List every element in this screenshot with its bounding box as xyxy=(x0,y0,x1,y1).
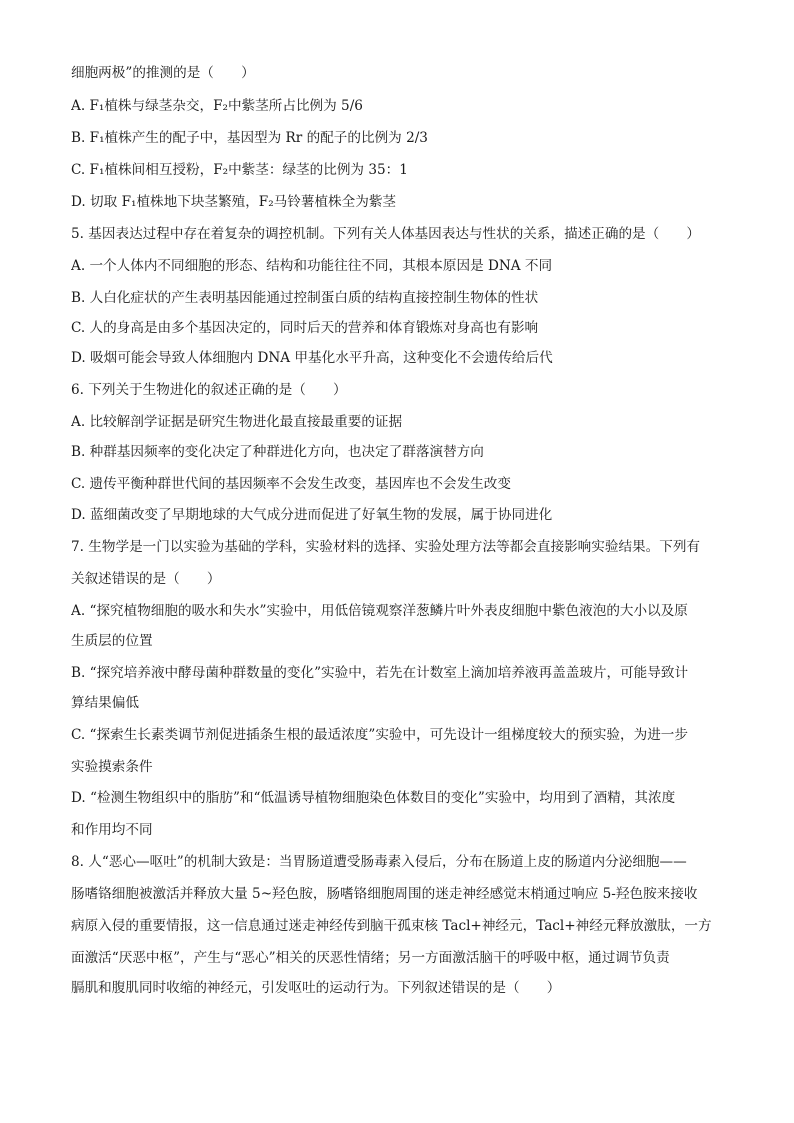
q7-option-d-line-2: 和作用均不同 xyxy=(71,822,153,838)
q7-option-c-line-1: C. “探索生长素类调节剂促进插条生根的最适浓度”实验中，可先设计一组梯度较大的预实验，为进一步 xyxy=(71,727,688,743)
q7-stem-line-2: 关叙述错误的是（ ） xyxy=(71,571,221,587)
q6-stem: 6. 下列关于生物进化的叙述正确的是（ ） xyxy=(71,382,347,398)
q4-option-a: A. F₁植株与绿茎杂交，F₂中紫茎所占比例为 5/6 xyxy=(71,98,363,114)
q7-option-a-line-2: 生质层的位置 xyxy=(71,633,153,649)
q7-option-b-line-1: B. “探究培养液中酵母菌种群数量的变化”实验中，若先在计数室上滴加培养液再盖盖玻片，可能导致计 xyxy=(71,665,689,681)
q6-option-a: A. 比较解剖学证据是研究生物进化最直接最重要的证据 xyxy=(71,414,403,430)
q6-option-c: C. 遗传平衡种群世代间的基因频率不会发生改变，基因库也不会发生改变 xyxy=(71,476,511,492)
q8-stem-line-1: 8. 人“恶心—呕吐”的机制大致是：当胃肠道遭受肠毒素入侵后，分布在肠道上皮的肠道内分泌细胞—— xyxy=(71,854,687,870)
q7-option-b-line-2: 算结果偏低 xyxy=(71,695,139,711)
q4-option-d: D. 切取 F₁植株地下块茎繁殖，F₂马铃薯植株全为紫茎 xyxy=(71,194,397,210)
q5-option-a: A. 一个人体内不同细胞的形态、结构和功能往往不同，其根本原因是 DNA 不同 xyxy=(71,258,553,274)
q8-stem-line-3: 病原入侵的重要情报，这一信息通过迷走神经传到脑干孤束核 Tacl+神经元，Tacl+神经元释放激肽，一方 xyxy=(71,918,712,934)
q7-option-a-line-1: A. “探究植物细胞的吸水和失水”实验中，用低倍镜观察洋葱鳞片叶外表皮细胞中紫色液泡的大小以及原 xyxy=(71,603,688,619)
q7-option-d-line-1: D. “检测生物组织中的脂肪”和“低温诱导植物细胞染色体数目的变化”实验中，均用到了酒精，其浓度 xyxy=(71,790,676,806)
q5-stem: 5. 基因表达过程中存在着复杂的调控机制。下列有关人体基因表达与性状的关系，描述正确的是（ ） xyxy=(71,226,701,242)
q7-option-c-line-2: 实验摸索条件 xyxy=(71,759,153,775)
q8-stem-line-4: 面激活“厌恶中枢”，产生与“恶心”相关的厌恶性情绪；另一方面激活脑干的呼吸中枢，通过调节负责 xyxy=(71,950,670,966)
q4-option-c: C. F₁植株间相互授粉，F₂中紫茎：绿茎的比例为 35：1 xyxy=(71,162,408,178)
q5-option-b: B. 人白化症状的产生表明基因能通过控制蛋白质的结构直接控制生物体的性状 xyxy=(71,290,539,306)
q6-option-d: D. 蓝细菌改变了早期地球的大气成分进而促进了好氧生物的发展，属于协同进化 xyxy=(71,507,553,523)
q7-stem-line-1: 7. 生物学是一门以实验为基础的学科，实验材料的选择、实验处理方法等都会直接影响实验结果。下列有 xyxy=(71,539,701,555)
q4-option-b: B. F₁植株产生的配子中，基因型为 Rr 的配子的比例为 2/3 xyxy=(71,130,428,146)
q6-option-b: B. 种群基因频率的变化决定了种群进化方向，也决定了群落演替方向 xyxy=(71,444,484,460)
q5-option-d: D. 吸烟可能会导致人体细胞内 DNA 甲基化水平升高，这种变化不会遗传给后代 xyxy=(71,350,553,366)
q8-stem-line-5: 膈肌和腹肌同时收缩的神经元，引发呕吐的运动行为。下列叙述错误的是（ ） xyxy=(71,980,561,996)
q8-stem-line-2: 肠嗜铬细胞被激活并释放大量 5~羟色胺，肠嗜铬细胞周围的迷走神经感觉末梢通过响应 5-羟色胺来接收 xyxy=(71,886,698,902)
q4-stem-continuation: 细胞两极”的推测的是（ ） xyxy=(71,65,255,81)
q5-option-c: C. 人的身高是由多个基因决定的，同时后天的营养和体育锻炼对身高也有影响 xyxy=(71,320,539,336)
